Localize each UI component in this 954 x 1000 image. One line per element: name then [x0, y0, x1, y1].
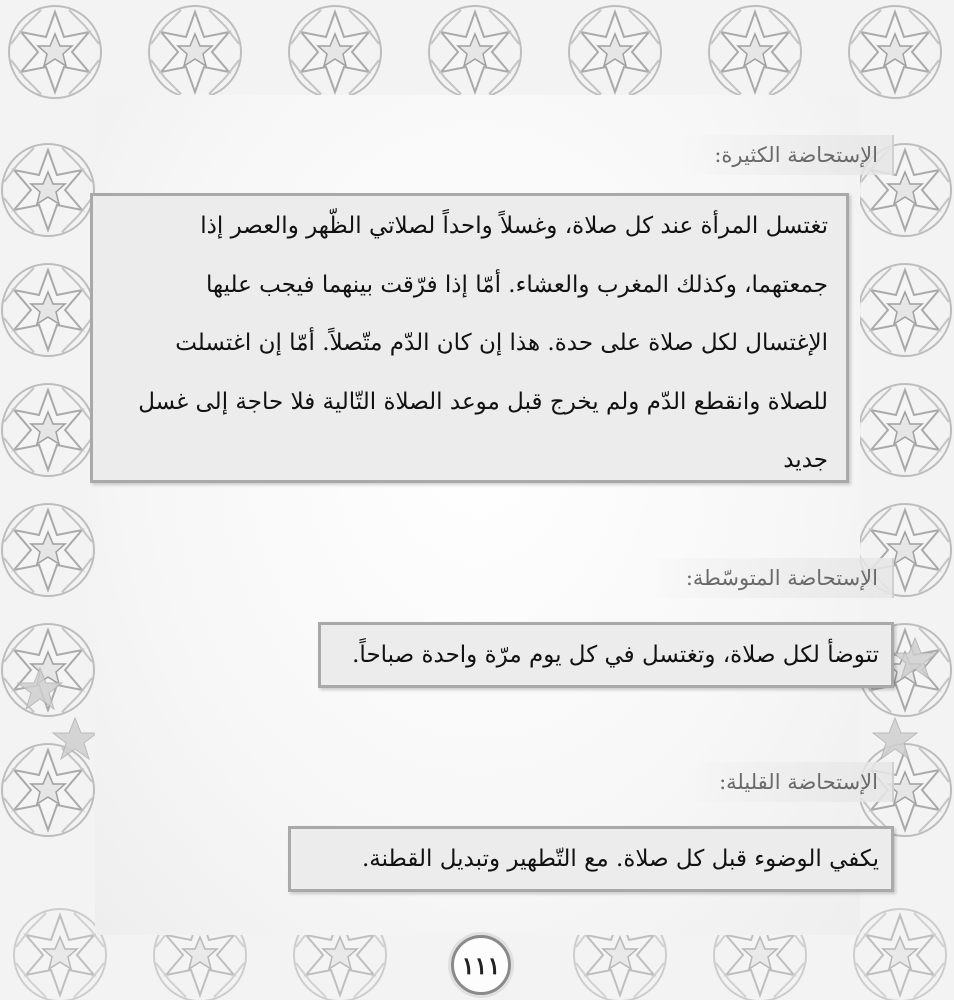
text-box: [288, 826, 894, 892]
main-paragraph: [108, 197, 828, 490]
paragraph-line: للصلاة وانقطع الدّم ولم يخرج قبل موعد الصلاة التّالية فلا حاجة إلى غسل: [138, 388, 828, 415]
section-text: يكفي الوضوء قبل كل صلاة. مع التّطهير وتبديل القطنة.: [361, 846, 879, 872]
section-text: تتوضأ لكل صلاة، وتغتسل في كل يوم مرّة واحدة صباحاً.: [352, 642, 879, 668]
paragraph-line: جمعتهما، وكذلك المغرب والعشاء. أمّا إذا فرّقت بينهما فيجب عليها: [205, 271, 828, 298]
ornament-top-row: [9, 6, 941, 98]
paragraph-line: جديد: [783, 447, 828, 473]
page-number: ١١١: [451, 935, 511, 995]
text-box: [318, 622, 894, 688]
section-heading: الإستحاضة القليلة:: [689, 762, 894, 802]
section-heading: الإستحاضة المتوسّطة:: [656, 558, 894, 598]
paragraph-line: تغتسل المرأة عند كل صلاة، وغسلاً واحداً لصلاتي الظّهر والعصر إذا: [200, 213, 828, 239]
paragraph-line: الإغتسال لكل صلاة على حدة. هذا إن كان الدّم متّصلاً. أمّا إن اغتسلت: [175, 330, 828, 356]
ornament-right-column: [859, 144, 951, 836]
section-heading: الإستحاضة الكثيرة:: [684, 135, 894, 175]
